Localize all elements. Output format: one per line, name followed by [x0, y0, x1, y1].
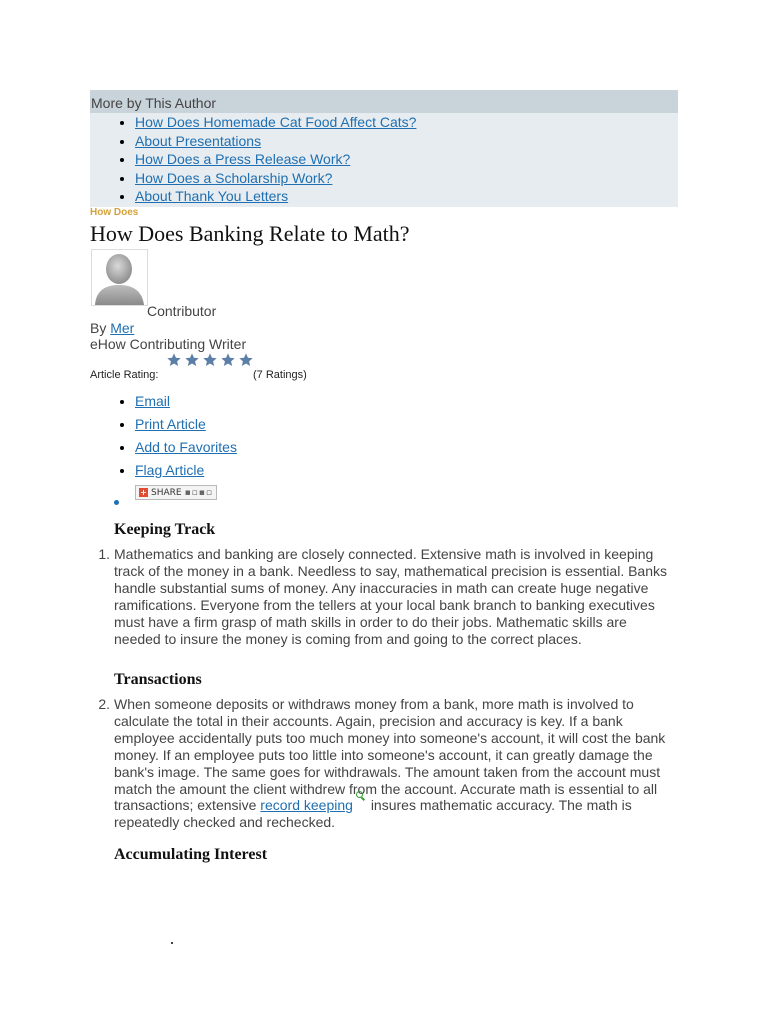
list-item: [135, 150, 678, 169]
author-link-scholarship[interactable]: How Does a Scholarship Work?: [135, 169, 333, 186]
author-link-cat-food[interactable]: How Does Homemade Cat Food Affect Cats?: [135, 114, 417, 130]
step-text: Mathematics and banking are closely connected. Extensive math is involved in keeping track of the money in a bank. Needless to say, mathematical precision is essential. Banks handle substantial sums of money. Any inaccuracies in math can create huge negative ramifications. Everyone from the tellers at your local bank branch to banking executives must have a firm grasp of math skills in order to do their jobs. Mathematic skills are needed to insure the money is coming from and going to the correct places.: [114, 546, 668, 647]
rating-stars[interactable]: [166, 352, 254, 368]
contributor-label: Contributor: [147, 303, 217, 319]
social-icons: ▪▫▪▫: [184, 487, 213, 498]
more-by-author-list: [90, 113, 678, 206]
list-item: [135, 187, 678, 206]
record-keeping-link[interactable]: record keeping: [260, 797, 353, 814]
more-by-author-header: More by This Author: [90, 90, 678, 113]
person-silhouette-icon: [92, 250, 147, 305]
byline: [90, 320, 134, 336]
list-item: [135, 390, 237, 413]
rating-label: Article Rating:: [90, 369, 159, 381]
section-heading-accumulating-interest: Accumulating Interest: [114, 846, 268, 863]
list-item: [135, 113, 678, 132]
article-tools-list: [90, 390, 237, 500]
author-role: eHow Contributing Writer: [90, 336, 247, 352]
print-article-link[interactable]: Print Article: [135, 416, 206, 432]
step-text: [114, 696, 676, 831]
page-title: How Does Banking Relate to Math?: [90, 221, 410, 246]
list-item: [135, 413, 237, 436]
rating-count: (7 Ratings): [253, 369, 307, 381]
step-text-part: insures mathematic accuracy. The math is repeatedly checked and rechecked.: [114, 797, 632, 831]
share-button[interactable]: [135, 485, 217, 500]
section-heading-keeping-track: Keeping Track: [114, 521, 216, 538]
step-2: [90, 696, 676, 831]
list-item: [135, 169, 678, 188]
star-icon[interactable]: [202, 352, 218, 368]
list-item: [135, 482, 237, 500]
list-item: [135, 436, 237, 459]
author-link-presentations[interactable]: About Presentations: [135, 132, 262, 149]
more-by-author-box: [90, 90, 678, 207]
list-item: [135, 459, 237, 482]
share-label: SHARE: [151, 487, 182, 498]
plus-icon: +: [140, 488, 147, 497]
bullet-dot: [114, 500, 119, 505]
step-text-part: When someone deposits or withdraws money from a bank, more math is involved to calculate the total in their accounts. Again, precision and accuracy is key. If a bank employee accidentally puts too much money into someone's account, it will cost the bank money. If an employee puts too little into someone's account, it can greatly damage the bank's image. The same goes for withdrawals. The amount taken from the account must match the amount the client withdrew from the account. Accurate math is essential to all transactions; extensive: [114, 696, 666, 814]
star-icon[interactable]: [238, 352, 254, 368]
email-link[interactable]: Email: [135, 393, 171, 409]
magnifier-icon[interactable]: [355, 797, 365, 809]
author-name-link[interactable]: Mer: [110, 320, 135, 336]
step-number: 1.: [98, 546, 110, 562]
section-heading-transactions: Transactions: [114, 671, 202, 688]
stray-mark: [171, 942, 173, 944]
step-number: 2.: [98, 696, 110, 712]
author-link-thank-you-letters[interactable]: About Thank You Letters: [135, 188, 289, 205]
by-label: By: [90, 320, 107, 336]
author-link-press-release[interactable]: How Does a Press Release Work?: [135, 151, 351, 168]
flag-article-link[interactable]: Flag Article: [135, 462, 205, 478]
article-category: How Does: [90, 207, 139, 218]
step-1: [90, 546, 676, 647]
avatar: [91, 249, 148, 306]
add-to-favorites-link[interactable]: Add to Favorites: [135, 439, 237, 455]
star-icon[interactable]: [184, 352, 200, 368]
star-icon[interactable]: [166, 352, 182, 368]
list-item: [135, 132, 678, 151]
star-icon[interactable]: [220, 352, 236, 368]
